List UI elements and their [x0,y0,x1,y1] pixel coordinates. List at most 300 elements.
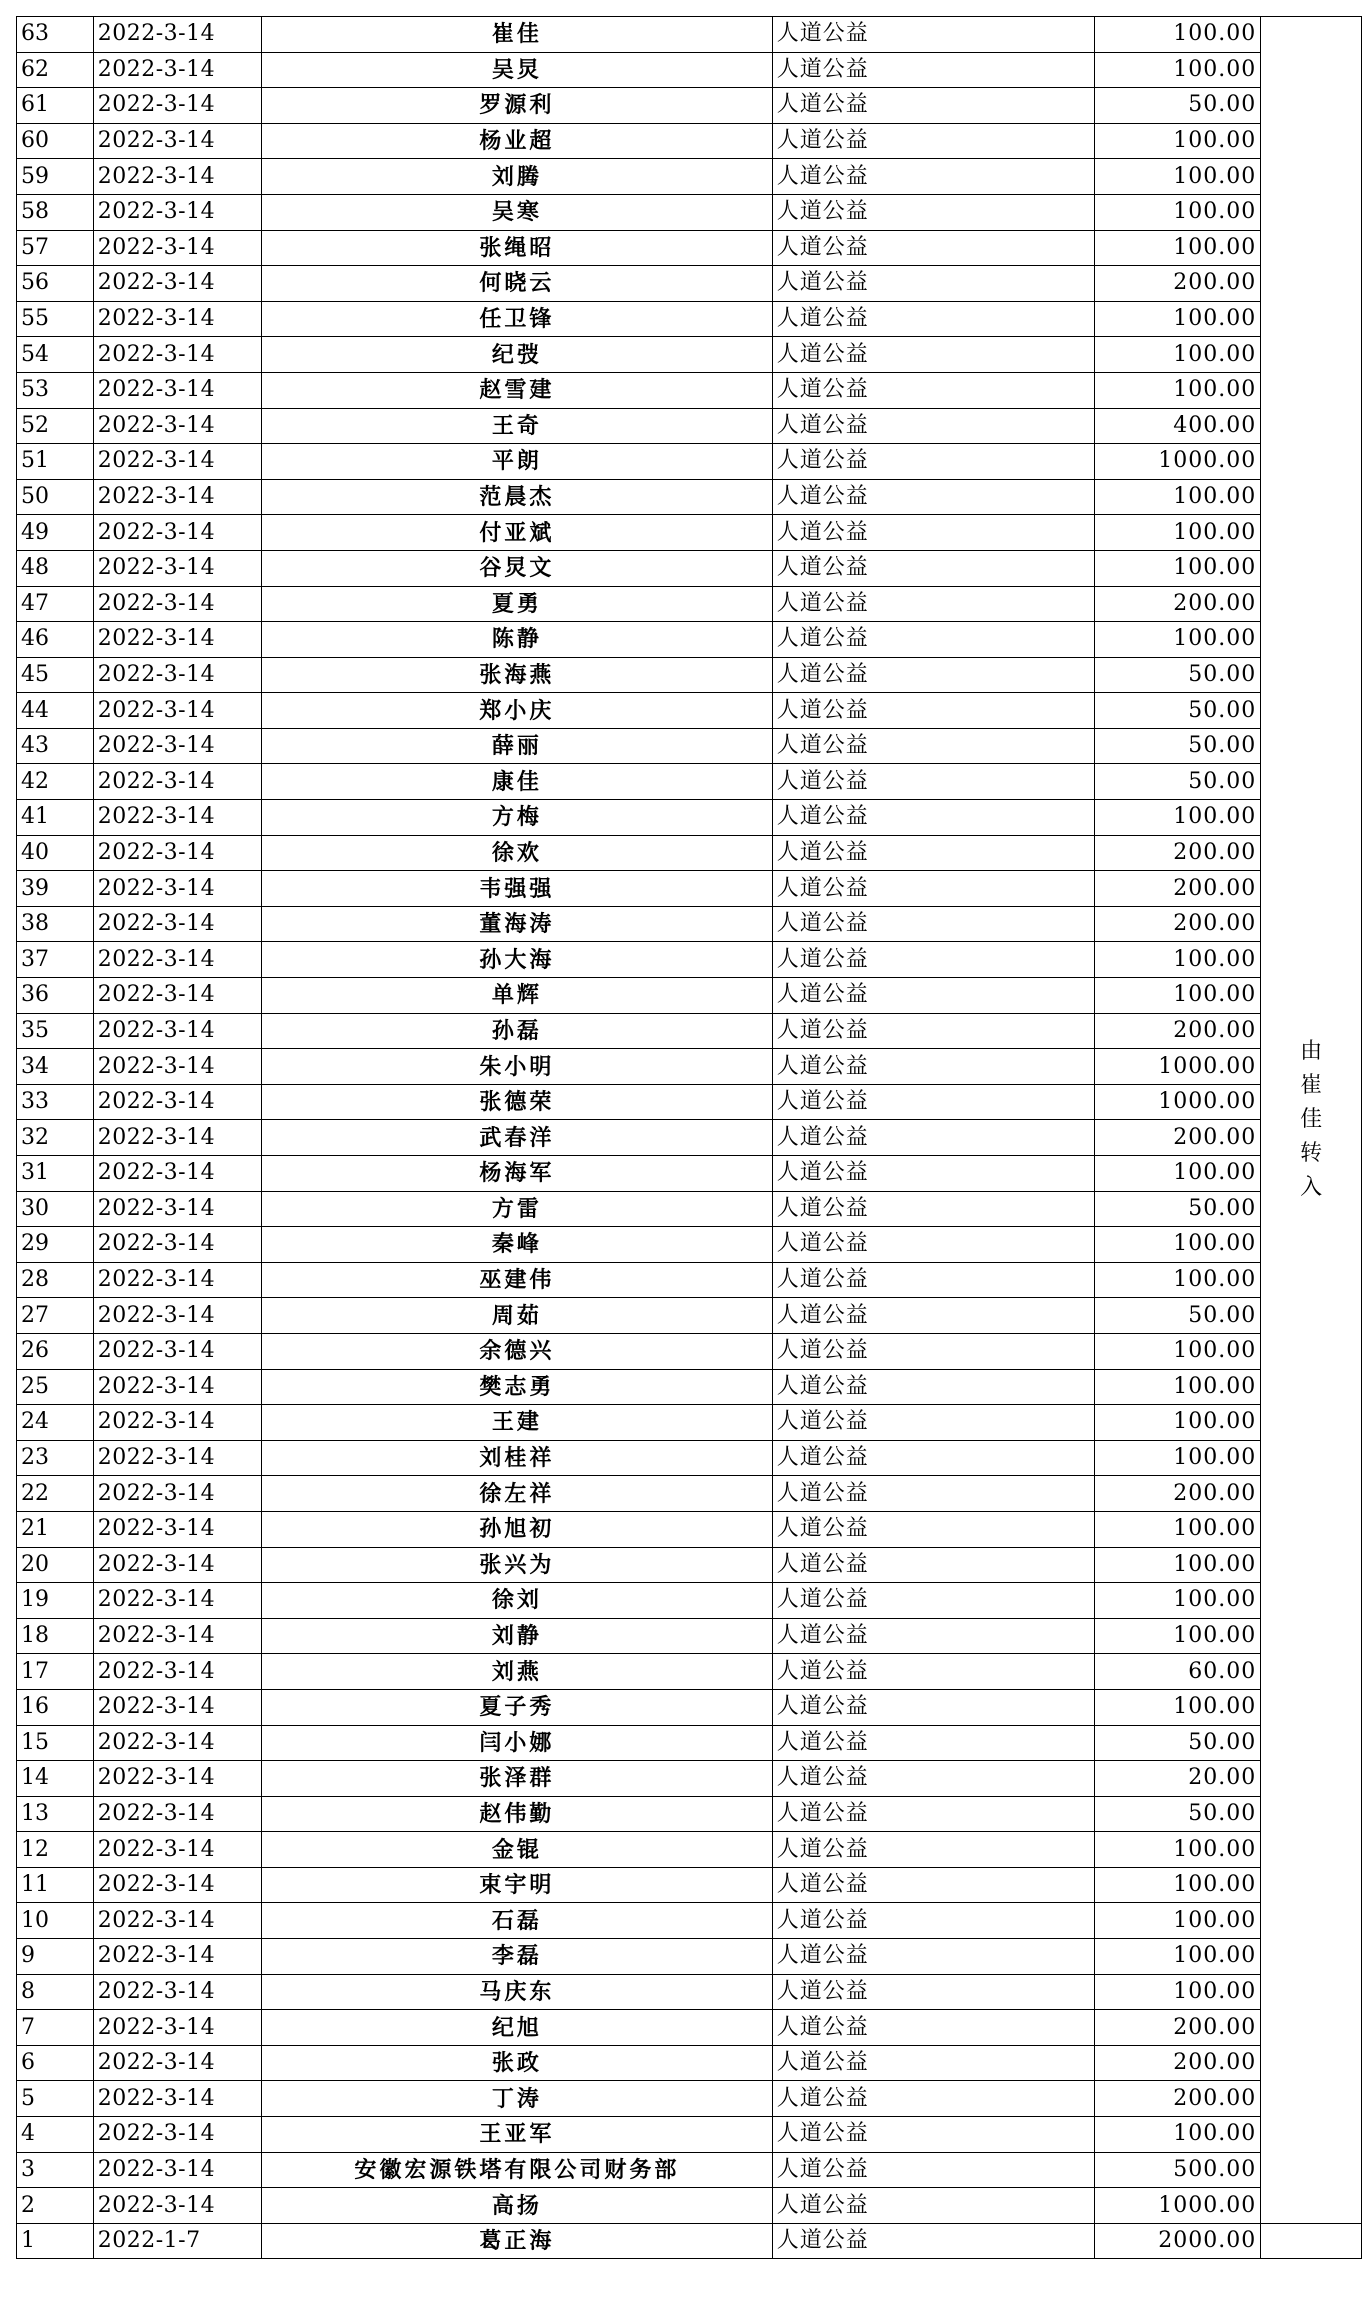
row-number-cell: 17 [17,1654,94,1690]
donor-name-cell: 孙大海 [261,942,772,978]
table-row [17,1227,1362,1263]
table-row [17,1298,1362,1334]
row-number-cell: 20 [17,1547,94,1583]
table-row [17,1903,1362,1939]
date-cell: 2022-3-14 [93,1689,261,1725]
amount-cell: 100.00 [1095,800,1261,836]
date-cell: 2022-3-14 [93,2152,261,2188]
amount-cell: 100.00 [1095,230,1261,266]
donor-name-cell: 余德兴 [261,1333,772,1369]
amount-cell: 200.00 [1095,871,1261,907]
purpose-cell: 人道公益 [772,1867,1094,1903]
donor-name-cell: 陈静 [261,622,772,658]
purpose-cell: 人道公益 [772,1049,1094,1085]
purpose-cell: 人道公益 [772,408,1094,444]
amount-cell: 100.00 [1095,1156,1261,1192]
date-cell: 2022-3-14 [93,1547,261,1583]
purpose-cell: 人道公益 [772,1796,1094,1832]
date-cell: 2022-3-14 [93,693,261,729]
donor-name-cell: 高扬 [261,2188,772,2224]
purpose-cell: 人道公益 [772,1939,1094,1975]
donor-name-cell: 徐欢 [261,835,772,871]
table-row [17,2010,1362,2046]
table-row [17,230,1362,266]
date-cell: 2022-3-14 [93,1405,261,1441]
table-row [17,1049,1362,1085]
purpose-cell: 人道公益 [772,1547,1094,1583]
date-cell: 2022-3-14 [93,266,261,302]
purpose-cell: 人道公益 [772,230,1094,266]
purpose-cell: 人道公益 [772,479,1094,515]
amount-cell: 1000.00 [1095,1084,1261,1120]
date-cell: 2022-3-14 [93,728,261,764]
date-cell: 2022-3-14 [93,1583,261,1619]
donation-table [16,16,1362,2259]
table-row [17,622,1362,658]
date-cell: 2022-3-14 [93,1440,261,1476]
purpose-cell: 人道公益 [772,800,1094,836]
purpose-cell: 人道公益 [772,550,1094,586]
purpose-cell: 人道公益 [772,764,1094,800]
purpose-cell: 人道公益 [772,1583,1094,1619]
purpose-cell: 人道公益 [772,1440,1094,1476]
purpose-cell: 人道公益 [772,728,1094,764]
date-cell: 2022-3-14 [93,194,261,230]
row-number-cell: 3 [17,2152,94,2188]
row-number-cell: 34 [17,1049,94,1085]
donor-name-cell: 吴炅 [261,52,772,88]
date-cell: 2022-3-14 [93,2188,261,2224]
donor-name-cell: 单辉 [261,978,772,1014]
row-number-cell: 4 [17,2117,94,2153]
donor-name-cell: 吴寒 [261,194,772,230]
purpose-cell: 人道公益 [772,17,1094,53]
amount-cell: 50.00 [1095,657,1261,693]
table-row [17,1333,1362,1369]
donor-name-cell: 刘静 [261,1618,772,1654]
donor-name-cell: 刘燕 [261,1654,772,1690]
purpose-cell: 人道公益 [772,657,1094,693]
purpose-cell: 人道公益 [772,123,1094,159]
date-cell: 2022-3-14 [93,1974,261,2010]
row-number-cell: 30 [17,1191,94,1227]
amount-cell: 100.00 [1095,2117,1261,2153]
table-row [17,1974,1362,2010]
date-cell: 2022-3-14 [93,1191,261,1227]
row-number-cell: 8 [17,1974,94,2010]
purpose-cell: 人道公益 [772,88,1094,124]
donor-name-cell: 付亚斌 [261,515,772,551]
amount-cell: 200.00 [1095,2045,1261,2081]
table-row [17,800,1362,836]
row-number-cell: 41 [17,800,94,836]
amount-cell: 100.00 [1095,1939,1261,1975]
row-number-cell: 36 [17,978,94,1014]
amount-cell: 100.00 [1095,1262,1261,1298]
row-number-cell: 52 [17,408,94,444]
purpose-cell: 人道公益 [772,622,1094,658]
purpose-cell: 人道公益 [772,372,1094,408]
donor-name-cell: 薛丽 [261,728,772,764]
row-number-cell: 62 [17,52,94,88]
date-cell: 2022-3-14 [93,123,261,159]
table-row [17,52,1362,88]
row-number-cell: 7 [17,2010,94,2046]
table-row [17,764,1362,800]
row-number-cell: 42 [17,764,94,800]
row-number-cell: 16 [17,1689,94,1725]
date-cell: 2022-3-14 [93,1867,261,1903]
donor-name-cell: 韦强强 [261,871,772,907]
amount-cell: 100.00 [1095,1227,1261,1263]
row-number-cell: 51 [17,444,94,480]
purpose-cell: 人道公益 [772,1191,1094,1227]
row-number-cell: 1 [17,2223,94,2259]
table-row [17,1796,1362,1832]
amount-cell: 100.00 [1095,1583,1261,1619]
date-cell: 2022-3-14 [93,2045,261,2081]
table-row [17,835,1362,871]
donor-name-cell: 张绳昭 [261,230,772,266]
donor-name-cell: 樊志勇 [261,1369,772,1405]
amount-cell: 100.00 [1095,17,1261,53]
donor-name-cell: 张泽群 [261,1761,772,1797]
date-cell: 2022-3-14 [93,1333,261,1369]
amount-cell: 50.00 [1095,1796,1261,1832]
purpose-cell: 人道公益 [772,1725,1094,1761]
amount-cell: 100.00 [1095,159,1261,195]
purpose-cell: 人道公益 [772,2010,1094,2046]
date-cell: 2022-3-14 [93,764,261,800]
donor-name-cell: 刘桂祥 [261,1440,772,1476]
amount-cell: 100.00 [1095,301,1261,337]
amount-cell: 100.00 [1095,622,1261,658]
table-row [17,1618,1362,1654]
table-row [17,2081,1362,2117]
table-row [17,2152,1362,2188]
purpose-cell: 人道公益 [772,978,1094,1014]
table-row [17,1369,1362,1405]
donor-name-cell: 罗源利 [261,88,772,124]
row-number-cell: 43 [17,728,94,764]
date-cell: 2022-3-14 [93,52,261,88]
amount-cell: 1000.00 [1095,2188,1261,2224]
purpose-cell: 人道公益 [772,1689,1094,1725]
purpose-cell: 人道公益 [772,1511,1094,1547]
date-cell: 2022-3-14 [93,372,261,408]
table-row [17,942,1362,978]
date-cell: 2022-3-14 [93,800,261,836]
row-number-cell: 13 [17,1796,94,1832]
table-row [17,408,1362,444]
donor-name-cell: 杨海军 [261,1156,772,1192]
date-cell: 2022-3-14 [93,942,261,978]
table-row [17,1511,1362,1547]
date-cell: 2022-3-14 [93,1156,261,1192]
table-row [17,1476,1362,1512]
donor-name-cell: 朱小明 [261,1049,772,1085]
purpose-cell: 人道公益 [772,515,1094,551]
purpose-cell: 人道公益 [772,2152,1094,2188]
purpose-cell: 人道公益 [772,52,1094,88]
purpose-cell: 人道公益 [772,194,1094,230]
date-cell: 2022-3-14 [93,1369,261,1405]
amount-cell: 200.00 [1095,2081,1261,2117]
amount-cell: 50.00 [1095,1725,1261,1761]
donor-name-cell: 束宇明 [261,1867,772,1903]
date-cell: 2022-3-14 [93,1227,261,1263]
table-row [17,2188,1362,2224]
row-number-cell: 58 [17,194,94,230]
purpose-cell: 人道公益 [772,2188,1094,2224]
table-row [17,1583,1362,1619]
purpose-cell: 人道公益 [772,2117,1094,2153]
date-cell: 2022-3-14 [93,906,261,942]
purpose-cell: 人道公益 [772,1369,1094,1405]
date-cell: 2022-3-14 [93,1832,261,1868]
purpose-cell: 人道公益 [772,1298,1094,1334]
remark-cell-empty [1261,2223,1362,2259]
row-number-cell: 15 [17,1725,94,1761]
amount-cell: 1000.00 [1095,444,1261,480]
purpose-cell: 人道公益 [772,2081,1094,2117]
amount-cell: 100.00 [1095,978,1261,1014]
table-row [17,1156,1362,1192]
amount-cell: 100.00 [1095,52,1261,88]
amount-cell: 200.00 [1095,1120,1261,1156]
donor-name-cell: 刘腾 [261,159,772,195]
purpose-cell: 人道公益 [772,2045,1094,2081]
row-number-cell: 26 [17,1333,94,1369]
amount-cell: 100.00 [1095,550,1261,586]
row-number-cell: 32 [17,1120,94,1156]
table-row [17,194,1362,230]
donor-name-cell: 马庆东 [261,1974,772,2010]
date-cell: 2022-3-14 [93,301,261,337]
purpose-cell: 人道公益 [772,159,1094,195]
date-cell: 2022-3-14 [93,657,261,693]
purpose-cell: 人道公益 [772,835,1094,871]
amount-cell: 100.00 [1095,479,1261,515]
row-number-cell: 33 [17,1084,94,1120]
row-number-cell: 56 [17,266,94,302]
donor-name-cell: 周茹 [261,1298,772,1334]
date-cell: 2022-3-14 [93,88,261,124]
purpose-cell: 人道公益 [772,2223,1094,2259]
amount-cell: 50.00 [1095,88,1261,124]
row-number-cell: 5 [17,2081,94,2117]
donor-name-cell: 崔佳 [261,17,772,53]
row-number-cell: 12 [17,1832,94,1868]
date-cell: 2022-3-14 [93,159,261,195]
purpose-cell: 人道公益 [772,1227,1094,1263]
donor-name-cell: 张海燕 [261,657,772,693]
amount-cell: 100.00 [1095,194,1261,230]
donor-name-cell: 王奇 [261,408,772,444]
purpose-cell: 人道公益 [772,1120,1094,1156]
donor-name-cell: 纪弢 [261,337,772,373]
amount-cell: 200.00 [1095,2010,1261,2046]
table-row [17,586,1362,622]
amount-cell: 100.00 [1095,1903,1261,1939]
date-cell: 2022-3-14 [93,871,261,907]
date-cell: 2022-3-14 [93,1725,261,1761]
date-cell: 2022-3-14 [93,2081,261,2117]
row-number-cell: 23 [17,1440,94,1476]
purpose-cell: 人道公益 [772,337,1094,373]
row-number-cell: 48 [17,550,94,586]
donor-name-cell: 张政 [261,2045,772,2081]
date-cell: 2022-3-14 [93,1796,261,1832]
amount-cell: 100.00 [1095,1547,1261,1583]
date-cell: 2022-3-14 [93,586,261,622]
donor-name-cell: 董海涛 [261,906,772,942]
row-number-cell: 40 [17,835,94,871]
donor-name-cell: 王建 [261,1405,772,1441]
date-cell: 2022-3-14 [93,444,261,480]
amount-cell: 100.00 [1095,515,1261,551]
row-number-cell: 37 [17,942,94,978]
date-cell: 2022-3-14 [93,1049,261,1085]
donor-name-cell: 金锟 [261,1832,772,1868]
purpose-cell: 人道公益 [772,444,1094,480]
row-number-cell: 61 [17,88,94,124]
amount-cell: 100.00 [1095,1832,1261,1868]
amount-cell: 100.00 [1095,1618,1261,1654]
donor-name-cell: 夏子秀 [261,1689,772,1725]
amount-cell: 100.00 [1095,1405,1261,1441]
date-cell: 2022-3-14 [93,2010,261,2046]
purpose-cell: 人道公益 [772,1618,1094,1654]
date-cell: 2022-3-14 [93,835,261,871]
amount-cell: 100.00 [1095,1511,1261,1547]
date-cell: 2022-3-14 [93,1903,261,1939]
date-cell: 2022-3-14 [93,1761,261,1797]
purpose-cell: 人道公益 [772,1654,1094,1690]
purpose-cell: 人道公益 [772,1084,1094,1120]
table-row [17,2117,1362,2153]
row-number-cell: 10 [17,1903,94,1939]
date-cell: 2022-3-14 [93,1120,261,1156]
table-row [17,657,1362,693]
donor-name-cell: 赵雪建 [261,372,772,408]
donor-name-cell: 徐刘 [261,1583,772,1619]
donor-name-cell: 徐左祥 [261,1476,772,1512]
amount-cell: 20.00 [1095,1761,1261,1797]
purpose-cell: 人道公益 [772,1832,1094,1868]
donor-name-cell: 孙磊 [261,1013,772,1049]
donor-name-cell: 巫建伟 [261,1262,772,1298]
purpose-cell: 人道公益 [772,1013,1094,1049]
date-cell: 2022-3-14 [93,1476,261,1512]
purpose-cell: 人道公益 [772,942,1094,978]
table-row [17,1013,1362,1049]
donor-name-cell: 闫小娜 [261,1725,772,1761]
remark-text: 由崔佳转入 [1300,1038,1323,1200]
row-number-cell: 35 [17,1013,94,1049]
row-number-cell: 54 [17,337,94,373]
date-cell: 2022-3-14 [93,515,261,551]
remark-cell [1261,17,1362,2224]
table-row [17,159,1362,195]
date-cell: 2022-3-14 [93,550,261,586]
donor-name-cell: 方雷 [261,1191,772,1227]
date-cell: 2022-3-14 [93,17,261,53]
table-row [17,17,1362,53]
donor-name-cell: 葛正海 [261,2223,772,2259]
amount-cell: 200.00 [1095,1476,1261,1512]
table-row [17,2223,1362,2259]
table-row [17,337,1362,373]
table-row [17,479,1362,515]
amount-cell: 500.00 [1095,2152,1261,2188]
table-row [17,1262,1362,1298]
amount-cell: 200.00 [1095,906,1261,942]
table-row [17,1725,1362,1761]
row-number-cell: 28 [17,1262,94,1298]
row-number-cell: 44 [17,693,94,729]
row-number-cell: 2 [17,2188,94,2224]
amount-cell: 100.00 [1095,123,1261,159]
amount-cell: 100.00 [1095,1867,1261,1903]
date-cell: 2022-3-14 [93,1013,261,1049]
amount-cell: 100.00 [1095,1689,1261,1725]
purpose-cell: 人道公益 [772,266,1094,302]
table-row [17,1120,1362,1156]
row-number-cell: 31 [17,1156,94,1192]
row-number-cell: 38 [17,906,94,942]
table-row [17,1654,1362,1690]
amount-cell: 50.00 [1095,764,1261,800]
table-row [17,2045,1362,2081]
date-cell: 2022-3-14 [93,479,261,515]
date-cell: 2022-3-14 [93,230,261,266]
amount-cell: 200.00 [1095,835,1261,871]
donor-name-cell: 范晨杰 [261,479,772,515]
table-row [17,1939,1362,1975]
purpose-cell: 人道公益 [772,586,1094,622]
amount-cell: 100.00 [1095,1440,1261,1476]
row-number-cell: 49 [17,515,94,551]
donor-name-cell: 张兴为 [261,1547,772,1583]
row-number-cell: 39 [17,871,94,907]
donor-name-cell: 纪旭 [261,2010,772,2046]
date-cell: 2022-3-14 [93,408,261,444]
date-cell: 2022-3-14 [93,1618,261,1654]
date-cell: 2022-3-14 [93,1084,261,1120]
donor-name-cell: 任卫锋 [261,301,772,337]
amount-cell: 60.00 [1095,1654,1261,1690]
date-cell: 2022-3-14 [93,1511,261,1547]
purpose-cell: 人道公益 [772,301,1094,337]
donor-name-cell: 丁涛 [261,2081,772,2117]
table-row [17,1440,1362,1476]
amount-cell: 200.00 [1095,586,1261,622]
purpose-cell: 人道公益 [772,693,1094,729]
row-number-cell: 59 [17,159,94,195]
purpose-cell: 人道公益 [772,1156,1094,1192]
amount-cell: 100.00 [1095,1369,1261,1405]
table-row [17,1547,1362,1583]
amount-cell: 100.00 [1095,1333,1261,1369]
purpose-cell: 人道公益 [772,906,1094,942]
donor-name-cell: 安徽宏源铁塔有限公司财务部 [261,2152,772,2188]
amount-cell: 50.00 [1095,728,1261,764]
table-row [17,728,1362,764]
table-row [17,978,1362,1014]
row-number-cell: 11 [17,1867,94,1903]
amount-cell: 200.00 [1095,1013,1261,1049]
